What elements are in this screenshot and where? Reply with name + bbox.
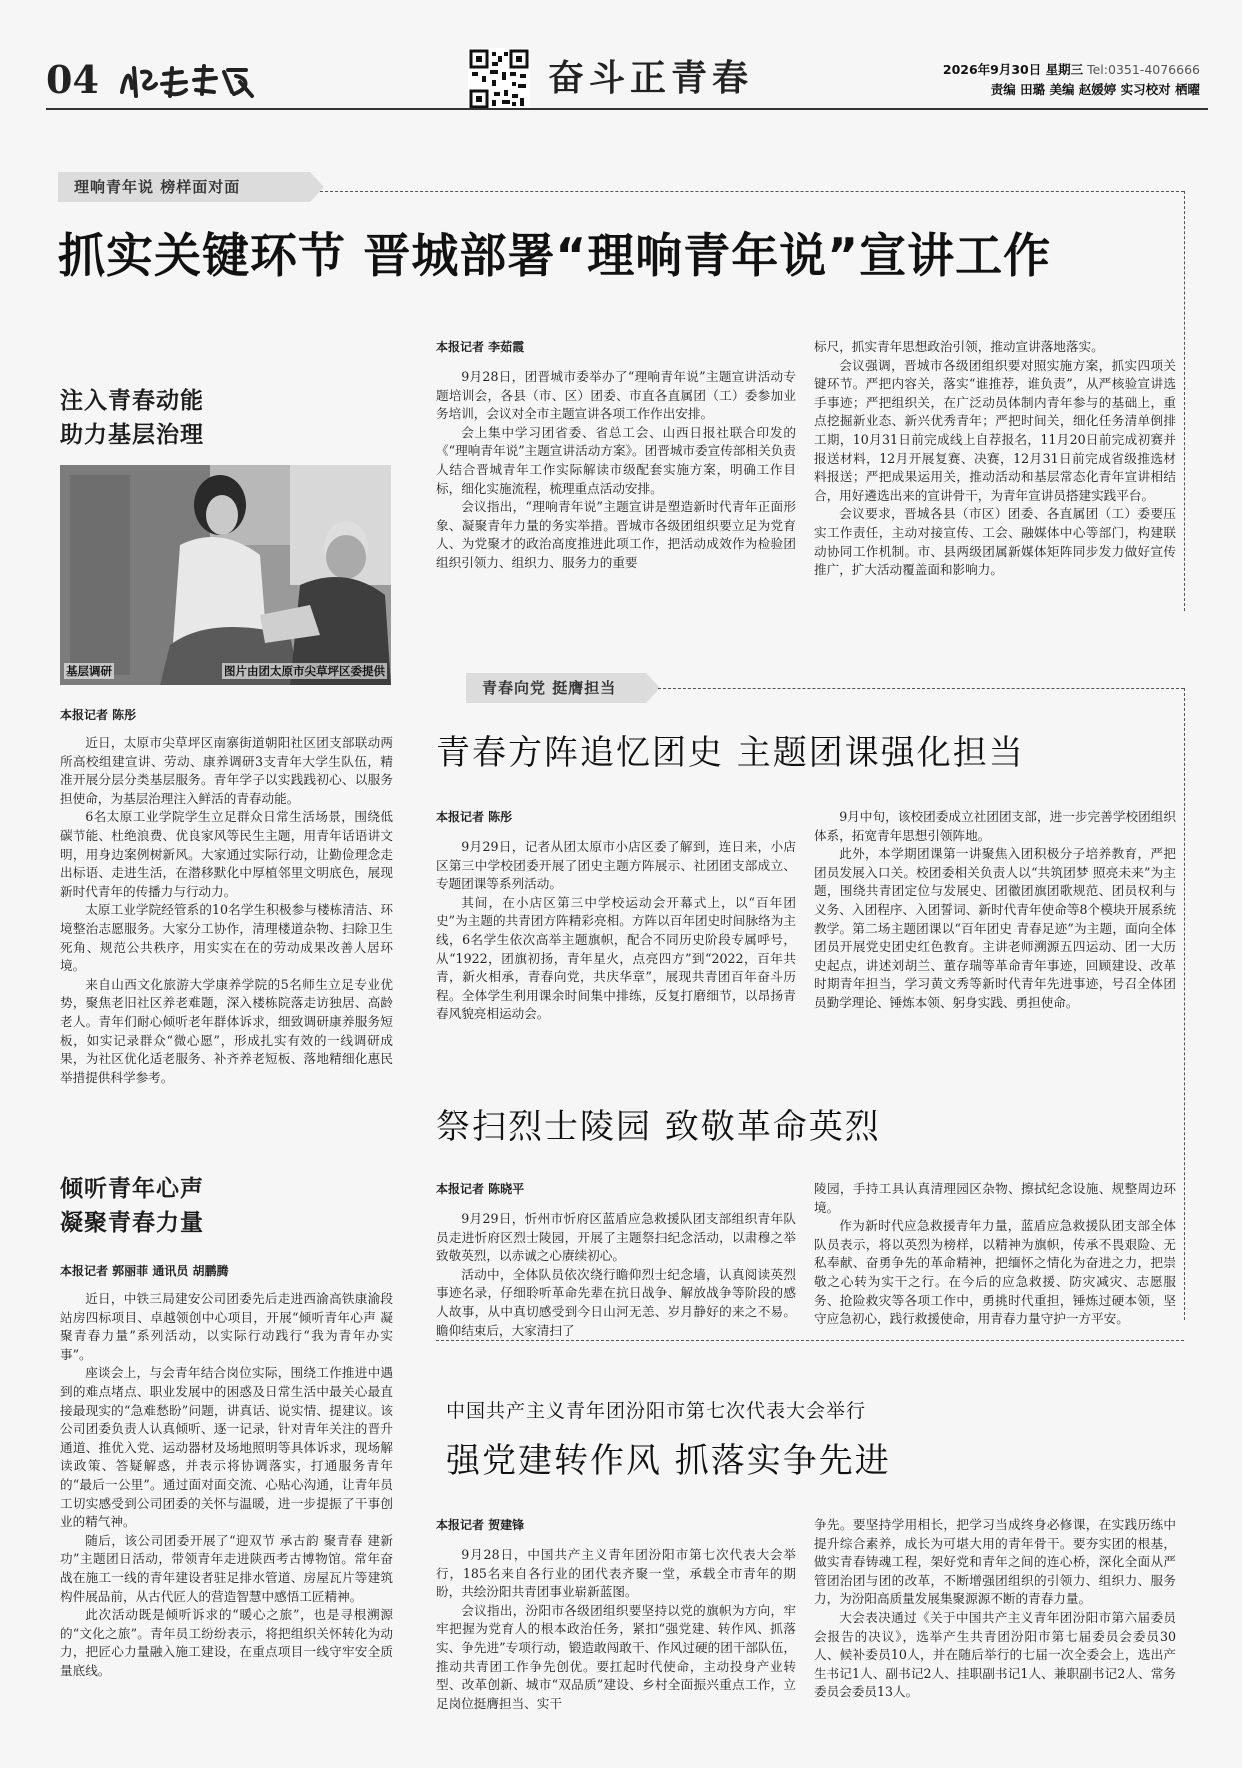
subhead [60, 384, 204, 452]
byline: 本报记者 贺建锋 [436, 1518, 525, 1532]
article-column [814, 808, 1176, 1013]
paper-logo [116, 62, 256, 100]
headline: 抓实关键环节 晋城部署“理响青年说”宣讲工作 [58, 229, 1052, 284]
article-column [436, 1210, 796, 1340]
section-tag: 青春向党 挺膺担当 [466, 673, 646, 703]
article-column [814, 1516, 1176, 1702]
header-rule [46, 108, 1208, 110]
byline: 本报记者 陈彤 [60, 708, 137, 722]
paragraph: 近日，太原市尖草坪区南寨街道朝阳社区团支部联动两所高校组建宣讲、劳动、康养调研3支青年大学生队伍，精准开展分层分类基层服务。青年学子以实践践初心、以服务担使命，为基层治理注入鲜活的青春动能。 [60, 735, 393, 806]
divider-dashed [436, 1340, 1184, 1341]
paragraph: 9月28日，团晋城市委举办了“理响青年说”主题宣讲活动专题培训会，各县（市、区）团委、市直各直属团（工）委参加业务培训，会议对全市主题宣讲各项工作作出安排。 [436, 369, 796, 422]
subhead-line: 倾听青年心声 [60, 1176, 204, 1202]
article-column [436, 1546, 796, 1713]
subhead-line: 注入青春动能 [60, 388, 204, 414]
paragraph: 大会表决通过《关于中国共产主义青年团汾阳市第六届委员会报告的决议》，选举产生共青团汾阳市第七届委员会委员30人、候补委员10人，并在随后举行的七届一次全委会上，选出产生书记1人、副书记2人、挂职副书记1人、兼职副书记2人、常务委员会委员13人。 [814, 1609, 1176, 1700]
article-column [436, 838, 796, 1024]
subhead-line: 助力基层治理 [60, 422, 204, 448]
paragraph: 随后，该公司团委开展了“迎双节 承古韵 聚青春 建新功”主题团日活动，带领青年走进陕西考古博物馆。常年奋战在施工一线的青年建设者驻足排水管道、房屋瓦片等建筑构件展品前，从古代匠人的营造智慧中感悟工匠精神。 [60, 1532, 393, 1604]
paragraph: 作为新时代应急救援青年力量，蓝盾应急救援队团支部全体队员表示，将以英烈为榜样，以精神为旗帜，传承不畏艰险、无私奉献、奋勇争先的革命精神，把缅怀之情化为奋进之力，把崇敬之心转为实干之行。在今后的应急救援、防灾减灾、志愿服务、抢险救灾等各项工作中，勇挑时代重担，锤炼过硬本领，坚守应急初心，践行救援使命，用青春力量守护一方平安。 [814, 1218, 1176, 1327]
photo-credit: 图片由团太原市尖草坪区委提供 [224, 664, 385, 678]
paragraph: 此次活动既是倾听诉求的“暖心之旅”，也是寻根溯源的“文化之旅”。青年员工纷纷表示，将把组织关怀转化为动力，把匠心力量融入施工建设，在重点项目一线守牢安全质量底线。 [60, 1607, 393, 1678]
paragraph: 9月中旬，该校团委成立社团团支部，进一步完善学校团组织体系，拓宽青年思想引领阵地。 [814, 809, 1176, 843]
qr-code-icon [468, 48, 530, 110]
article-column [814, 338, 1176, 580]
byline: 本报记者 陈彤 [436, 810, 513, 824]
headline: 祭扫烈士陵园 致敬革命英烈 [436, 1107, 881, 1147]
paragraph: 9月28日，中国共产主义青年团汾阳市第七次代表大会举行，185名来自各行业的团代表齐聚一堂，承载全市青年的期盼，共绘汾阳共青团事业崭新蓝图。 [436, 1547, 796, 1600]
headline: 强党建转作风 抓落实争先进 [446, 1441, 891, 1481]
paragraph: 会议强调，晋城市各级团组织要对照实施方案，抓实四项关键环节。严把内容关，落实“谁推荐，谁负责”，从严核验宣讲选手事迹；严把组织关，在广泛动员体制内青年参与的基础上，重点挖掘新业态、新兴优秀青年；严把时间关，细化任务清单倒排工期，10月31日前完成线上自荐报名，11月20日前完成初赛并报送材料，12月开展复赛、决赛，12月31日前完成省级推选材料报送；严把成果运用关，推动活动和基层常态化青年宣讲相结合，用好遴选出来的宣讲骨干，为青年宣讲员搭建实践平台。 [814, 357, 1176, 503]
paragraph: 9月29日，忻州市忻府区蓝盾应急救援队团支部组织青年队员走进忻府区烈士陵园，开展了主题祭扫纪念活动，以肃穆之举致敬英烈，以赤诚之心赓续初心。 [436, 1211, 796, 1264]
paragraph: 标尺，抓实青年思想政治引领，推动宣讲落地落实。 [814, 339, 1104, 354]
header-info [870, 60, 1200, 100]
paragraph: 其间，在小店区第三中学校运动会开幕式上，以“百年团史”为主题的共青团方阵精彩亮相。方阵以百年团史时间脉络为主线，6名学生依次高举主题旗帜，配合不同历史阶段专属呼号，从“1922，团旗初扬，青年星火，点亮四方”到“2022，百年共青，新火相承，青春向党，共庆华章”，展现共青团百年奋斗历程。全体学生利用课余时间集中排练，反复打磨细节，以昂扬青春风貌亮相运动会。 [436, 894, 796, 1022]
paragraph: 来自山西文化旅游大学康养学院的5名师生立足专业优势，聚焦老旧社区养老难题，深入楼栋院落走访独居、高龄老人。青年们耐心倾听老年群体诉求，细致调研康养服务短板，如实记录群众“微心愿”，形成扎实有效的一线调研成果，为社区优化适老服务、补齐养老短板、落地精细化惠民举措提供科学参考。 [60, 976, 393, 1085]
divider-dashed [658, 688, 1184, 689]
kicker: 中国共产主义青年团汾阳市第七次代表大会举行 [446, 1400, 867, 1422]
paragraph: 9月29日，记者从团太原市小店区委了解到，连日来，小店区第三中学校团委开展了团史主题方阵展示、社团团支部成立、专题团课等系列活动。 [436, 839, 796, 892]
paragraph: 争先。要坚持学用相长，把学习当成终身必修课，在实践历练中提升综合素养，成长为可堪大用的青年骨干。要夯实团的根基，做实青春铸魂工程，架好党和青年之间的连心桥，深化全面从严管团治团与团的改革，不断增强团组织的引领力、组织力、服务力，为汾阳高质量发展集聚源源不断的青春力量。 [814, 1517, 1176, 1607]
divider-dashed [1184, 191, 1185, 611]
subhead [60, 1172, 204, 1240]
article-column [60, 1290, 393, 1680]
page-header [0, 0, 1242, 110]
byline: 本报记者 李茹霞 [436, 340, 525, 354]
column-title: 奋斗正青春 [548, 57, 754, 99]
paragraph: 6名太原工业学院学生立足群众日常生活场景，围绕低碳节能、杜绝浪费、优良家风等民生主题，用青年话语讲文明，用身边案例树新风。大家通过实际行动，让勤俭理念走出标语、走进生活，在潜移默化中厚植邻里文明底色，展现新时代青年的传播力与行动力。 [60, 809, 393, 899]
headline: 青春方阵追忆团史 主题团课强化担当 [436, 733, 1025, 773]
section-tag: 理响青年说 榜样面对面 [58, 172, 310, 202]
paragraph: 近日，中铁三局建安公司团委先后走进西渝高铁康渝段站房四标项目、卓越领创中心项目，开展“倾听青年心声 凝聚青春力量”系列活动，以实际行动践行“我为青年办实事”。 [60, 1291, 393, 1362]
tel: Tel:0351-4076666 [1087, 62, 1200, 77]
staff-line: 责编 田璐 美编 赵媛婷 实习校对 栖曜 [990, 82, 1200, 97]
byline: 本报记者 陈晓平 [436, 1182, 525, 1196]
article-column [436, 368, 796, 573]
paragraph: 会议要求，晋城各县（市区）团委、各直属团（工）委要压实工作责任，主动对接宣传、工会、融媒体中心等部门，构建联动协同工作机制。市、县两级团属新媒体矩阵同步发力做好宣传推广，扩大活动覆盖面和影响力。 [814, 506, 1176, 578]
paragraph: 会议指出，“理响青年说”主题宣讲是塑造新时代青年正面形象、凝聚青年力量的务实举措。晋城市各级团组织要立足为党育人、为党聚才的政治高度推进此项工作，把活动成效作为检验团组织引领力、组织力、服务力的重要 [436, 499, 796, 570]
news-photo [60, 465, 391, 685]
paragraph: 会议指出，汾阳市各级团组织要坚持以党的旗帜为方向，牢牢把握为党育人的根本政治任务，紧扣“强党建、转作风、抓落实、争先进”专项行动，锻造敢闯敢干、作风过硬的团干部队伍，推动共青团工作争先创优。要扛起时代使命，主动投身产业转型、改革创新、城市“双品质”建设、乡村全面振兴重点工作，立足岗位挺膺担当、实干 [436, 1602, 796, 1711]
divider-dashed [1184, 688, 1185, 1320]
paragraph: 座谈会上，与会青年结合岗位实际，围绕工作推进中遇到的难点堵点、职业发展中的困惑及日常生活中最关心最直接最现实的“急难愁盼”问题，讲真话、说实情、提建议。该公司团委负责人认真倾听、逐一记录，针对青年关注的晋升通道、推优入党、运动器材及场地照明等具体诉求，现场解读政策、答疑解惑，并表示将协调落实，打通服务青年的“最后一公里”。通过面对面交流、心贴心沟通，让青年员工切实感受到公司团委的关怀与温暖，进一步提振了干事创业的精气神。 [60, 1365, 393, 1530]
paragraph: 会上集中学习团省委、省总工会、山西日报社联合印发的《“理响青年说”主题宣讲活动方案》。团晋城市委宣传部相关负责人结合晋城青年工作实际解读市级配套实施方案，明确工作目标，细化实施流程，梳理重点活动安排。 [436, 424, 796, 496]
article-column [60, 734, 393, 1087]
date-line: 2026年9月30日 星期三 [942, 62, 1084, 77]
page-number: 04 [46, 57, 99, 102]
divider-dashed [320, 191, 1184, 192]
subhead-line: 凝聚青春力量 [60, 1210, 204, 1236]
photo-label: 基层调研 [66, 664, 112, 678]
article-column [814, 1180, 1176, 1329]
paragraph: 此外，本学期团课第一讲聚焦入团积极分子培养教育，严把团员发展入口关。校团委相关负责人以“共筑团梦 照亮未来”为主题，围绕共青团定位与发展史、团徽团旗团歌规范、团员权利与义务、入团程序、入团誓词、新时代青年使命等8个模块开展系统教学。第二场主题团课以“百年团史 青春足迹”为主题，面向全体团员开展党史团史红色教育。主讲老师溯源五四运动、团一大历史起点，讲述刘胡兰、董存瑞等革命青年事迹，回顾建设、改革时期青年担当，学习黄文秀等新时代青年先进事迹，号召全体团员勤学理论、锤炼本领、躬身实践、勇担使命。 [814, 846, 1176, 1010]
paragraph: 活动中，全体队员依次绕行瞻仰烈士纪念墙，认真阅读英烈事迹名录，仔细聆听革命先辈在抗日战争、解放战争等阶段的感人故事，从中真切感受到今日山河无恙、岁月静好的来之不易。瞻仰结束后，大家清扫了 [436, 1266, 796, 1338]
byline: 本报记者 郭丽菲 通讯员 胡鹏腾 [60, 1264, 229, 1278]
paragraph: 太原工业学院经管系的10名学生积极参与楼栋清洁、环境整治志愿服务。大家分工协作，清理楼道杂物、扫除卫生死角、规范公共秩序，用实实在在的劳动成果改善人居环境。 [60, 902, 393, 974]
paragraph: 陵园，手持工具认真清理园区杂物、擦拭纪念设施、规整周边环境。 [814, 1181, 1176, 1215]
